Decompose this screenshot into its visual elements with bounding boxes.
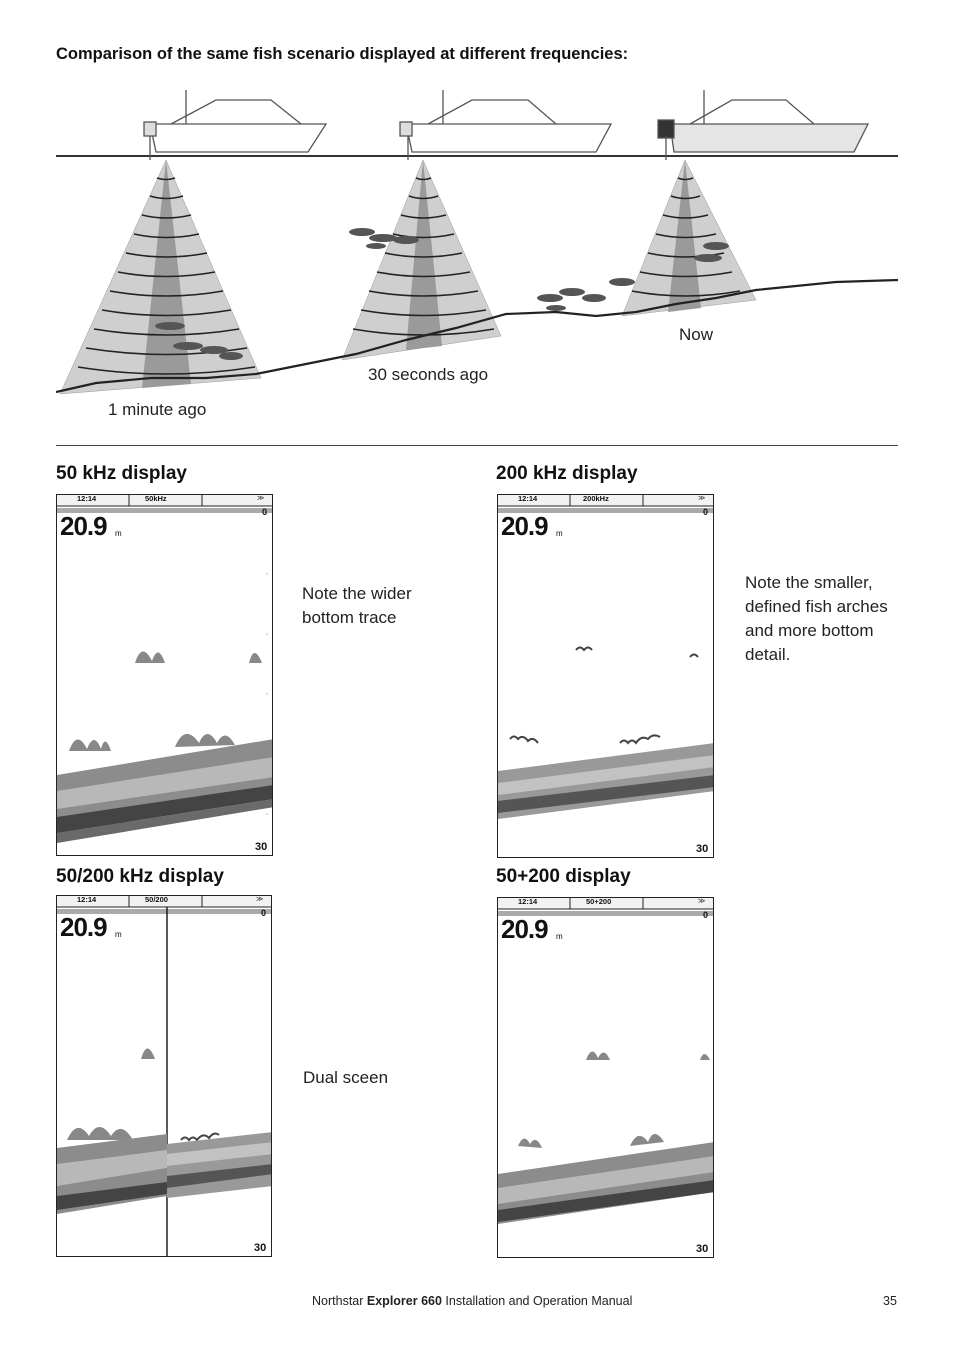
note-200khz: Note the smaller, defined fish arches and more bottom detail. [745,573,888,664]
scale-bottom: 30 [255,841,268,853]
screen-mode: 50/200 [145,895,168,904]
label-30-seconds-ago: 30 seconds ago [368,365,489,384]
footer-title: Installation and Operation Manual [445,1294,633,1308]
screen-mode: 200kHz [583,494,609,503]
screen-mode: 50kHz [145,494,167,503]
page-number: 35 [883,1294,897,1308]
sonar-cone-1 [60,160,261,394]
depth-readout: 20.9 [60,511,107,541]
note-50-200khz: Dual sceen [303,1068,389,1087]
sonar-cone-illustration [56,78,898,428]
section-title-50plus200: 50+200 display [496,866,631,887]
boat-3 [658,90,868,160]
footer-model: Explorer 660 [366,1294,442,1308]
depth-unit: m [556,932,563,941]
scale-bottom: 30 [254,1242,267,1254]
section-title-50khz: 50 kHz display [56,463,187,484]
label-1-minute-ago: 1 minute ago [108,400,207,419]
depth-unit: m [115,529,122,538]
screen-time: 12:14 [518,494,538,503]
depth-readout: 20.9 [60,912,107,942]
sonar-cone-3 [622,160,756,316]
sonar-screen-50plus200 [497,897,714,1258]
scale-top: 0 [261,908,267,918]
scale-top: 0 [262,507,268,517]
footer-text [312,1294,632,1308]
footer-brand: Northstar [312,1294,364,1308]
depth-unit: m [115,930,122,939]
section-title-200khz: 200 kHz display [496,463,638,484]
signal-icon: ≫ [256,896,264,903]
sonar-screen-50-200khz [56,895,272,1257]
scale-top: 0 [703,910,709,920]
boat-2 [400,90,611,160]
signal-icon: ≫ [698,898,706,905]
boat-1 [144,90,326,160]
depth-readout: 20.9 [501,511,548,541]
sonar-screen-200khz [497,494,714,858]
signal-icon: ≫ [698,495,706,502]
label-now: Now [679,325,714,344]
screen-time: 12:14 [518,897,538,906]
scale-bottom: 30 [696,1243,709,1255]
screen-mode: 50+200 [586,897,612,906]
page-heading: Comparison of the same fish scenario displayed at different frequencies: [56,45,629,63]
sonar-cone-2 [342,160,501,360]
note-50khz: Note the wider bottom trace [302,584,412,627]
signal-icon: ≫ [257,495,265,502]
depth-unit: m [556,529,563,538]
screen-time: 12:14 [77,494,97,503]
screen-time: 12:14 [77,895,97,904]
sonar-screen-50khz [56,494,273,856]
scale-bottom: 30 [696,843,709,855]
scale-top: 0 [703,507,709,517]
section-divider [56,445,898,446]
depth-readout: 20.9 [501,914,548,944]
fish-school [537,278,635,311]
section-title-50-200khz: 50/200 kHz display [56,866,224,887]
